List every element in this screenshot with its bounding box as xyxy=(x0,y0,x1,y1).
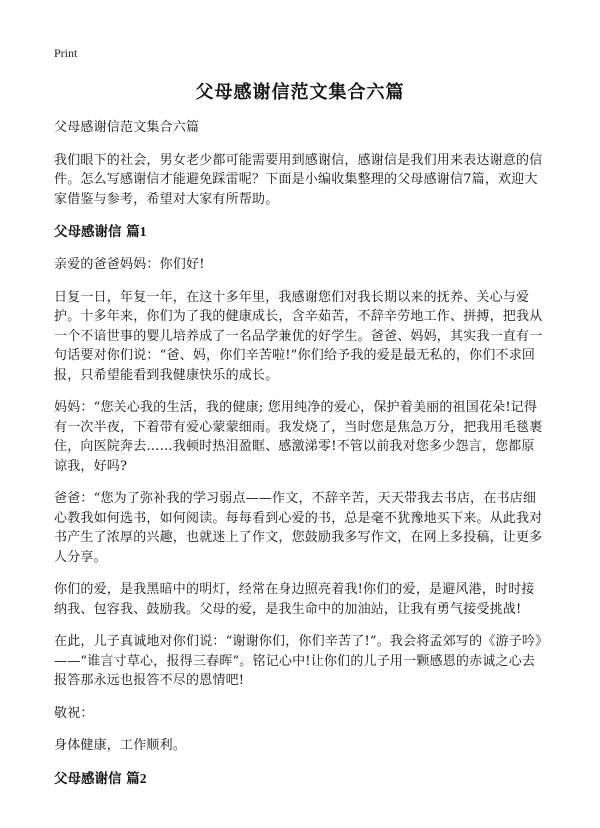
subtitle: 父母感谢信范文集合六篇 xyxy=(54,120,200,135)
closing-wish: 身体健康，工作顺利。 xyxy=(54,738,187,753)
page-title: 父母感谢信范文集合六篇 xyxy=(195,82,405,103)
body-paragraph: 妈妈：“您关心我的生活，我的健康; 您用纯净的爱心，保护着美丽的祖国花朵!记得有一次半夜，下着带有爱心蒙蒙细雨。我发烧了，当时您是焦急万分，把我用毛毯裹住，向医院奔去……我顿时热泪盈眶、感激涕零!不管以前我对您多少怨言，您都原谅我，好吗? xyxy=(54,400,543,474)
salutation: 亲爱的爸爸妈妈：你们好! xyxy=(54,257,205,272)
body-paragraph: 日复一日，年复一年，在这十多年里，我感谢您们对我长期以来的抚养、关心与爱护。十多年来，你们为了我的健康成长，含辛茹苦，不辞辛劳地工作、拼搏，把我从一个不谙世事的婴儿培养成了一名品学兼优的好学生。爸爸、妈妈，其实我一直有一句话要对你们说：“爸、妈，你们辛苦啦!”你们给予我的爱是最无私的，你们不求回报，只希望能看到我健康快乐的成长。 xyxy=(54,289,543,383)
section-heading: 父母感谢信 篇1 xyxy=(54,224,147,240)
document-body xyxy=(54,118,544,802)
print-label[interactable]: Print xyxy=(54,46,78,60)
closing: 敬祝： xyxy=(54,705,94,721)
body-paragraph: 爸爸：“您为了弥补我的学习弱点——作文，不辞辛苦，天天带我去书店，在书店细心教我如何选书，如何阅读。每每看到心爱的书，总是毫不犹豫地买下来。从此我对书产生了浓厚的兴趣，也就迷上了作文，您鼓励我多写作文，在网上多投稿，让更多人分享。 xyxy=(54,491,543,565)
intro-paragraph: 我们眼下的社会，男女老少都可能需要用到感谢信，感谢信是我们用来表达谢意的信件。怎么写感谢信才能避免踩雷呢？下面是小编收集整理的父母感谢信7篇，欢迎大家借鉴与参考，希望对大家有所帮助。 xyxy=(54,152,543,207)
section-heading: 父母感谢信 篇2 xyxy=(54,770,147,787)
body-paragraph: 在此，儿子真诚地对你们说：“谢谢你们，你们辛苦了!”。我会将孟郊写的《游子吟》——“谁言寸草心，报得三春晖”。铭记心中!让你们的儿子用一颗感恩的赤诚之心去报答那永远也报答不尽的恩情吧! xyxy=(54,634,542,688)
body-paragraph: 你们的爱，是我黑暗中的明灯，经常在身边照亮着我!你们的爱，是避风港，时时接纳我、包容我、鼓励我。父母的爱，是我生命中的加油站，让我有勇气接受挑战! xyxy=(54,582,535,617)
